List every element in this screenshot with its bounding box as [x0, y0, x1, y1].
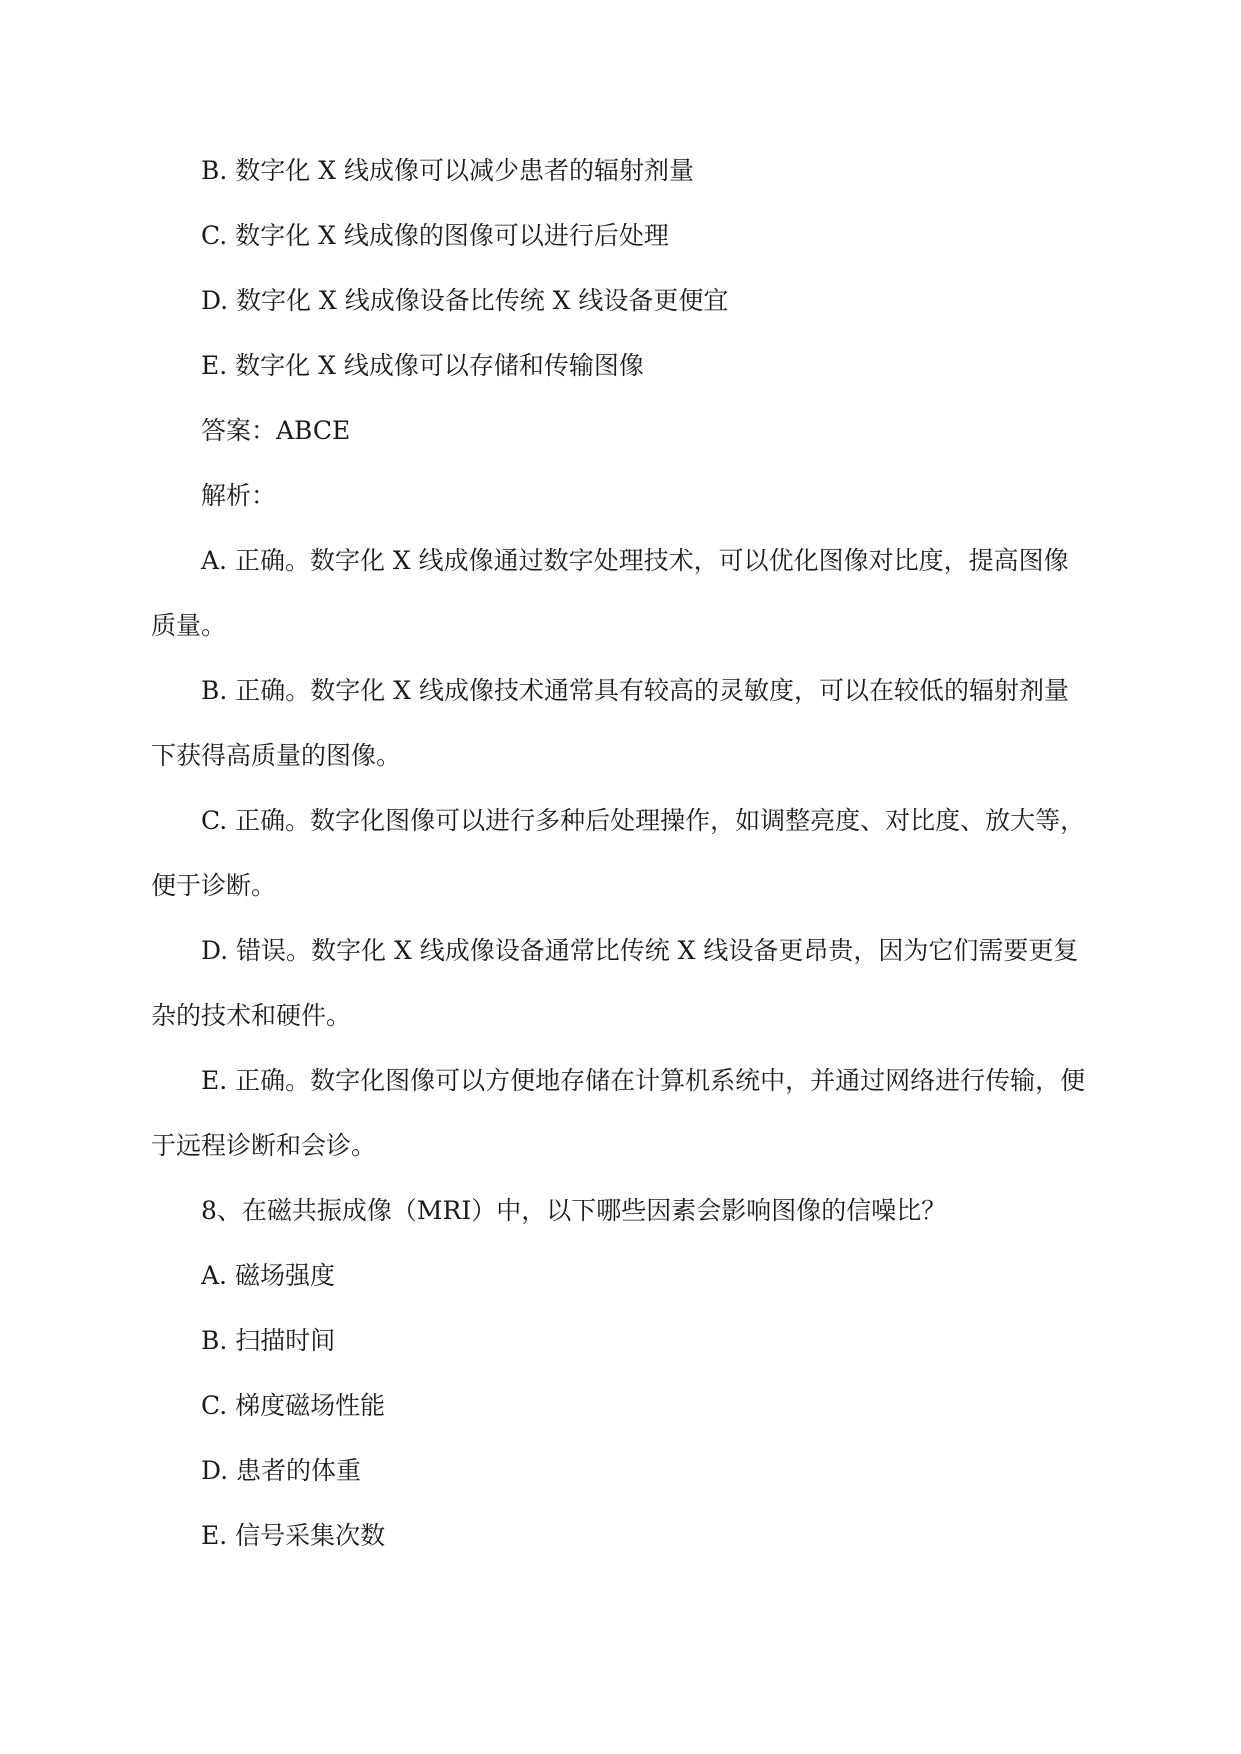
- analysis-e: E. 正确。数字化图像可以方便地存储在计算机系统中，并通过网络进行传输，便于远程诊断和会诊。: [151, 1066, 1086, 1160]
- analysis-b: B. 正确。数字化 X 线成像技术通常具有较高的灵敏度，可以在较低的辐射剂量下获得高质量的图像。: [151, 676, 1069, 770]
- q8-option-b: B. 扫描时间: [201, 1326, 336, 1355]
- option-e: E. 数字化 X 线成像可以存储和传输图像: [201, 351, 644, 380]
- option-b: B. 数字化 X 线成像可以减少患者的辐射剂量: [201, 156, 694, 185]
- page-content: [151, 138, 1091, 1568]
- analysis-c: C. 正确。数字化图像可以进行多种后处理操作，如调整亮度、对比度、放大等，便于诊断。: [151, 806, 1086, 900]
- analysis-label: 解析：: [201, 481, 277, 510]
- option-c: C. 数字化 X 线成像的图像可以进行后处理: [201, 221, 669, 250]
- analysis-a: A. 正确。数字化 X 线成像通过数字处理技术，可以优化图像对比度，提高图像质量。: [151, 546, 1069, 640]
- q8-option-d: D. 患者的体重: [201, 1456, 362, 1485]
- q8-option-e: E. 信号采集次数: [201, 1521, 386, 1550]
- q8-option-a: A. 磁场强度: [201, 1261, 335, 1290]
- option-d: D. 数字化 X 线成像设备比传统 X 线设备更便宜: [201, 286, 729, 315]
- q8-option-c: C. 梯度磁场性能: [201, 1391, 386, 1420]
- analysis-d: D. 错误。数字化 X 线成像设备通常比传统 X 线设备更昂贵，因为它们需要更复杂的技术和硬件。: [151, 936, 1079, 1030]
- question-8-stem: 8、在磁共振成像（MRI）中，以下哪些因素会影响图像的信噪比？: [201, 1196, 947, 1225]
- answer-line: 答案：ABCE: [201, 416, 351, 445]
